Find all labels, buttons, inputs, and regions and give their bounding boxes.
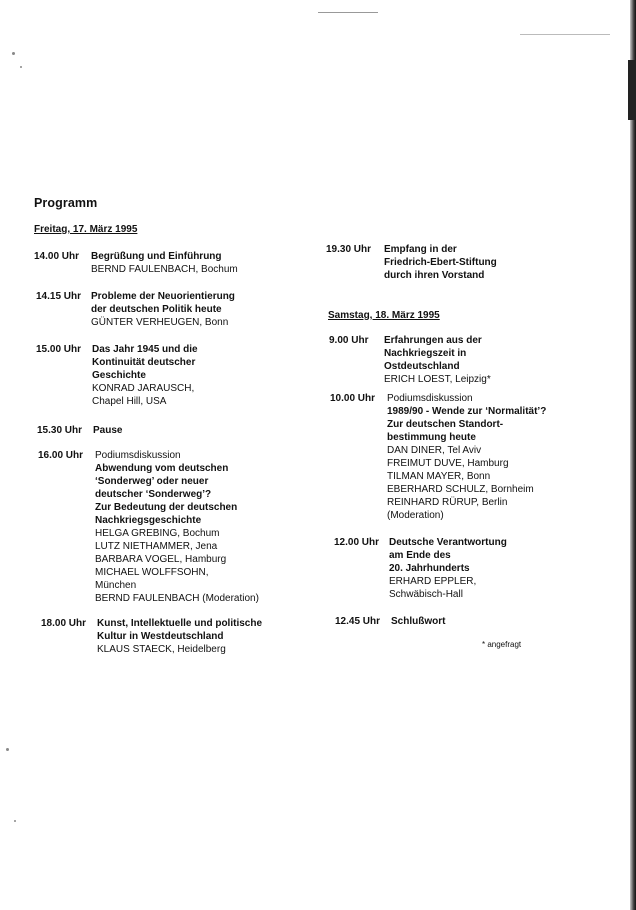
entry-speaker: (Moderation) [387,510,444,521]
entry-speaker: München [95,580,137,591]
entry-title: bestimmung heute [387,432,476,443]
entry-title: Nachkriegszeit in [384,348,467,359]
entry-title: Kultur in Westdeutschland [97,631,224,642]
entry-body [384,334,491,386]
day-friday-title: Freitag, 17. März 1995 [34,224,138,235]
entry-speaker: REINHARD RÜRUP, Berlin [387,497,508,508]
entry-body [91,290,235,329]
entry-time: 15.00 Uhr [36,344,82,355]
scan-speck [20,66,22,68]
entry-title: 20. Jahrhunderts [389,563,470,574]
entry-body [91,250,238,276]
entry-time: 14.15 Uhr [36,291,82,302]
entry-title: Kontinuität deutscher [92,357,196,368]
entry-title: Empfang in der [384,244,457,255]
entry-speaker: FREIMUT DUVE, Hamburg [387,458,509,469]
entry-body [97,617,262,656]
entry-speaker: HELGA GREBING, Bochum [95,528,220,539]
entry-title: Ostdeutschland [384,361,460,372]
entry-body [389,536,507,601]
entry-speaker: ERHARD EPPLER, [389,576,477,587]
entry-speaker: BARBARA VOGEL, Hamburg [95,554,227,565]
entry-body [387,392,546,522]
entry-title: der deutschen Politik heute [91,304,222,315]
entry-title: Kunst, Intellektuelle und politische [97,618,263,629]
scan-speck [14,820,16,822]
entry-title: 1989/90 - Wende zur ‘Normalität’? [387,406,547,417]
entry-time: 12.00 Uhr [334,537,380,548]
entry-speaker: Schwäbisch-Hall [389,589,463,600]
entry-time: 19.30 Uhr [326,244,372,255]
entry-title: Erfahrungen aus der [384,335,482,346]
scan-edge-shadow [628,60,636,120]
entry-body [93,424,122,437]
footnote-angefragt: * angefragt [482,640,522,649]
entry-time: 12.45 Uhr [335,616,381,627]
entry-time: 14.00 Uhr [34,251,80,262]
entry-time: 16.00 Uhr [38,450,84,461]
entry-title: Probleme der Neuorientierung [91,291,235,302]
entry-title: ‘Sonderweg’ oder neuer [95,476,209,487]
entry-time: 18.00 Uhr [41,618,87,629]
scan-mark [318,12,378,13]
entry-body [95,449,259,605]
scan-speck [6,748,9,751]
entry-format: Podiumsdiskussion [387,393,473,404]
entry-title: Deutsche Verantwortung [389,537,507,548]
entry-title: Friedrich-Ebert-Stiftung [384,257,497,268]
entry-time: 10.00 Uhr [330,393,376,404]
entry-speaker: KLAUS STAECK, Heidelberg [97,644,226,655]
entry-speaker: MICHAEL WOLFFSOHN, [95,567,209,578]
entry-body [384,243,497,282]
entry-body [92,343,198,408]
entry-speaker: DAN DINER, Tel Aviv [387,445,482,456]
entry-title: Nachkriegsgeschichte [95,515,202,526]
entry-title: Das Jahr 1945 und die [92,344,198,355]
entry-time: 15.30 Uhr [37,425,83,436]
scan-mark [520,34,610,35]
scan-speck [12,52,15,55]
entry-title: Zur deutschen Standort- [387,419,504,430]
entry-speaker: KONRAD JARAUSCH, [92,383,195,394]
entry-speaker: LUTZ NIETHAMMER, Jena [95,541,218,552]
entry-title: Begrüßung und Einführung [91,251,222,262]
entry-speaker: EBERHARD SCHULZ, Bornheim [387,484,534,495]
entry-title: Schlußwort [391,616,446,627]
entry-title: Abwendung vom deutschen [95,463,229,474]
scan-edge [630,0,636,910]
entry-time: 9.00 Uhr [329,335,369,346]
entry-body [391,615,445,628]
entry-title: deutscher ‘Sonderweg’? [95,489,212,500]
entry-speaker: BERND FAULENBACH, Bochum [91,264,238,275]
entry-title: durch ihren Vorstand [384,270,485,281]
day-saturday-title: Samstag, 18. März 1995 [328,310,440,321]
program-heading: Programm [34,196,98,210]
entry-speaker: GÜNTER VERHEUGEN, Bonn [91,317,229,328]
entry-speaker: TILMAN MAYER, Bonn [387,471,491,482]
entry-title: Zur Bedeutung der deutschen [95,502,238,513]
entry-speaker: ERICH LOEST, Leipzig* [384,374,491,385]
entry-title: Geschichte [92,370,146,381]
entry-title: am Ende des [389,550,451,561]
entry-format: Podiumsdiskussion [95,450,181,461]
entry-speaker: BERND FAULENBACH (Moderation) [95,593,259,604]
entry-speaker: Chapel Hill, USA [92,396,167,407]
entry-title: Pause [93,425,123,436]
